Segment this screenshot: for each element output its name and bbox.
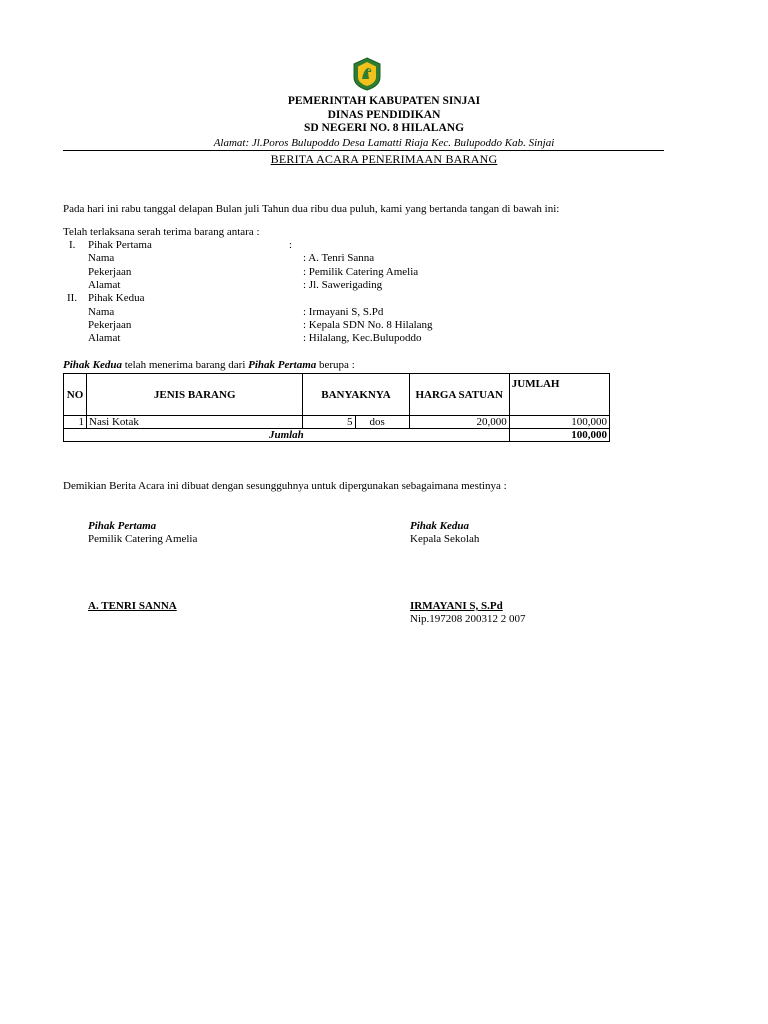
regency-emblem-icon <box>352 57 382 91</box>
party-2-address-value: : Hilalang, Kec.Bulupoddo <box>303 332 422 344</box>
receipt-text-1: telah menerima barang dari <box>121 359 249 371</box>
party-2-numeral: II. <box>67 292 78 304</box>
sign-right-position: Kepala Sekolah <box>410 533 480 545</box>
sum-label: Jumlah <box>64 429 510 442</box>
party-1-address-value: : Jl. Sawerigading <box>303 279 383 291</box>
receipt-statement <box>63 359 355 371</box>
row-qty: 5 <box>303 416 355 429</box>
row-price: 20,000 <box>409 416 509 429</box>
receipt-party-2: Pihak Kedua <box>63 359 122 371</box>
header-government: PEMERINTAH KABUPATEN SINJAI <box>287 95 481 107</box>
party-1-colon: : <box>289 239 293 251</box>
party-2-job-label: Pekerjaan <box>88 319 132 331</box>
closing-statement: Demikian Berita Acara ini dibuat dengan sesungguhnya untuk dipergunakan sebagaimana mestinya : <box>63 480 507 492</box>
row-item: Nasi Kotak <box>87 416 303 429</box>
party-1-job-value: : Pemilik Catering Amelia <box>303 266 419 278</box>
handover-statement: Telah terlaksana serah terima barang antara : <box>63 226 260 238</box>
party-2-name-value: : Irmayani S, S.Pd <box>303 306 384 318</box>
intro-paragraph: Pada hari ini rabu tanggal delapan Bulan juli Tahun dua ribu dua puluh, kami yang bertanda tangan di bawah ini: <box>63 203 560 215</box>
party-1-job-label: Pekerjaan <box>88 266 132 278</box>
col-header-total: JUMLAH <box>509 374 609 416</box>
sign-left-position: Pemilik Catering Amelia <box>88 533 198 545</box>
party-1-address-label: Alamat <box>88 279 121 291</box>
sign-left-role: Pihak Pertama <box>88 520 157 532</box>
party-2-heading: Pihak Kedua <box>88 292 145 304</box>
party-2-name-label: Nama <box>88 306 115 318</box>
sign-right-name: IRMAYANI S, S.Pd <box>410 600 503 612</box>
sum-value: 100,000 <box>509 429 609 442</box>
col-header-price: HARGA SATUAN <box>409 374 509 416</box>
row-no: 1 <box>64 416 87 429</box>
col-header-no: NO <box>64 374 87 416</box>
header-divider <box>63 150 664 151</box>
goods-table <box>63 373 610 442</box>
party-1-name-label: Nama <box>88 252 115 264</box>
party-2-address-label: Alamat <box>88 332 121 344</box>
party-1-name-value: : A. Tenri Sanna <box>303 252 375 264</box>
table-header-row <box>64 374 610 416</box>
document-title: BERITA ACARA PENERIMAAN BARANG <box>270 152 498 166</box>
sign-right-role: Pihak Kedua <box>410 520 469 532</box>
header-agency: DINAS PENDIDIKAN <box>327 109 441 121</box>
party-1-heading: Pihak Pertama <box>88 239 152 251</box>
party-2-job-value: : Kepala SDN No. 8 Hilalang <box>303 319 433 331</box>
row-unit: dos <box>355 416 409 429</box>
sign-right-nip: Nip.197208 200312 2 007 <box>410 613 526 625</box>
receipt-party-1: Pihak Pertama <box>248 359 317 371</box>
receipt-text-2: berupa : <box>316 359 355 371</box>
header-address: Alamat: Jl.Poros Bulupoddo Desa Lamatti Riaja Kec. Bulupoddo Kab. Sinjai <box>213 137 555 149</box>
row-total: 100,000 <box>509 416 609 429</box>
party-1-numeral: I. <box>69 239 76 251</box>
header-school: SD NEGERI NO. 8 HILALANG <box>303 122 465 134</box>
sign-left-name: A. TENRI SANNA <box>88 600 177 612</box>
col-header-qty: BANYAKNYA <box>303 374 409 416</box>
table-sum-row <box>64 429 610 442</box>
col-header-item: JENIS BARANG <box>87 374 303 416</box>
table-row <box>64 416 610 429</box>
